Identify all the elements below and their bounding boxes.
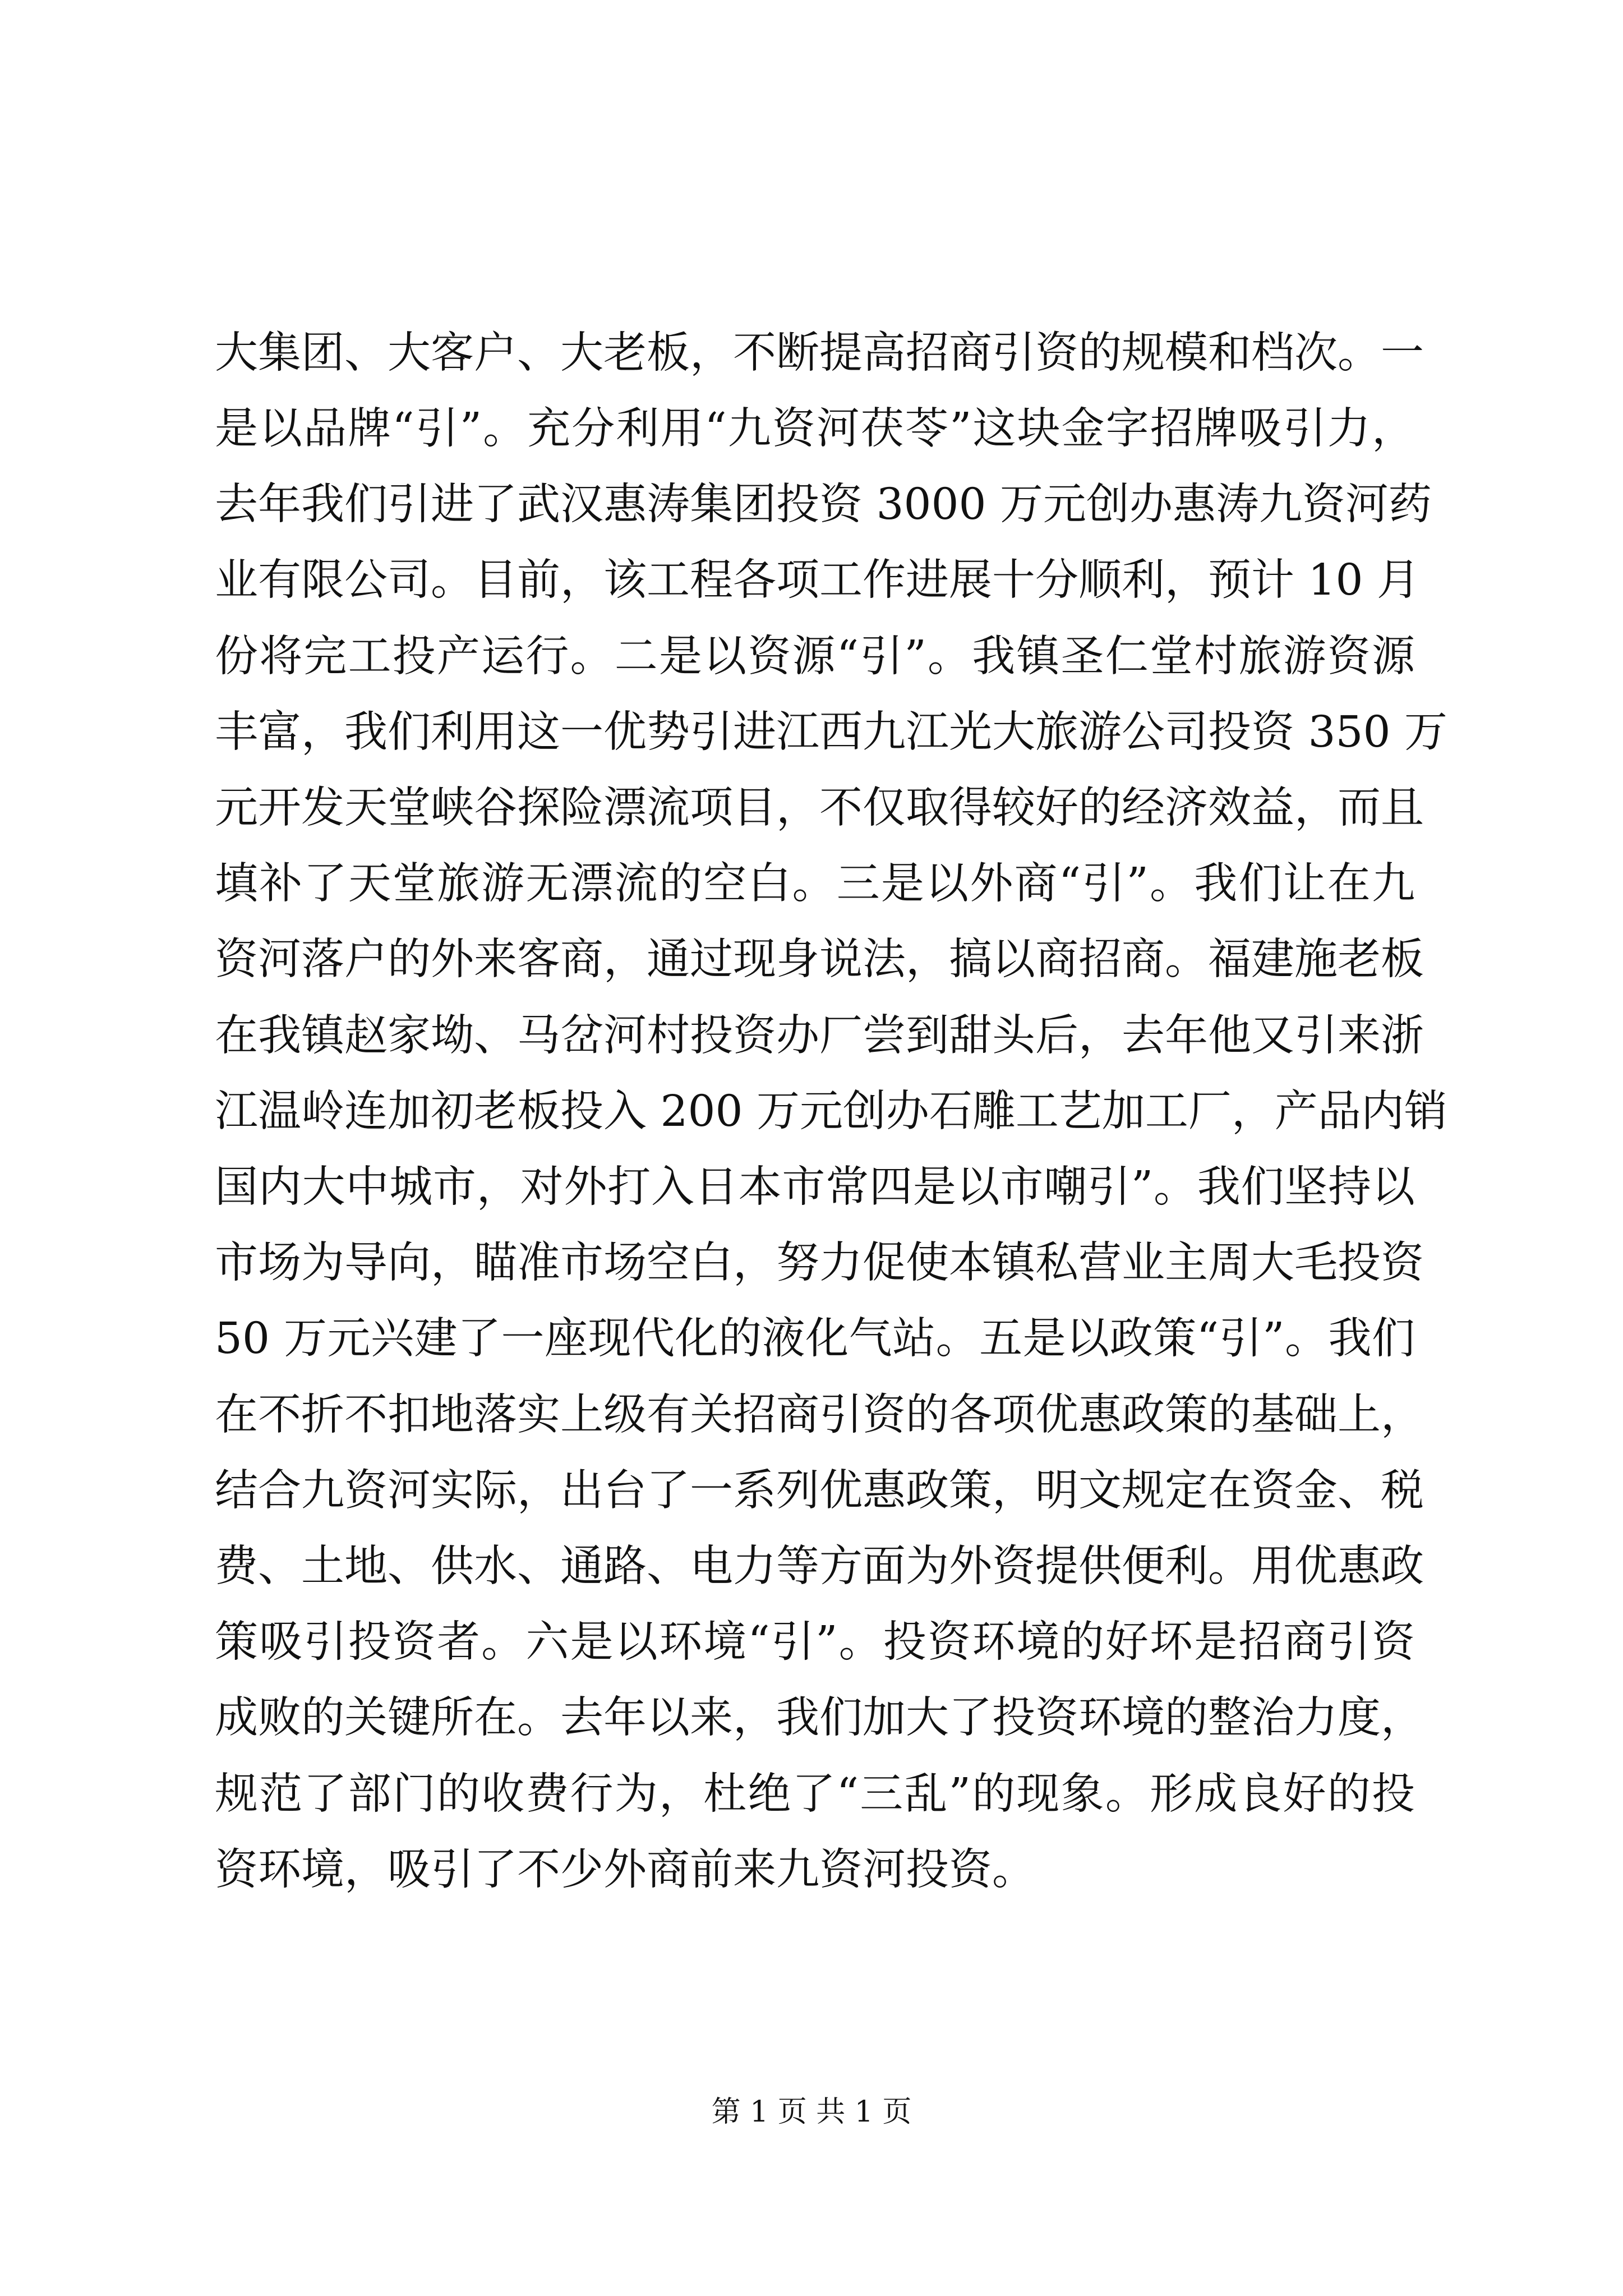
text-line: 资环境，吸引了不少外商前来九资河投资。 xyxy=(215,1845,1035,1895)
text-line: 是以品牌“引”。充分利用“九资河茯苓”这块金字招牌吸引力， xyxy=(215,404,1415,454)
text-line: 江温岭连加初老板投入 200 万元创办石雕工艺加工厂，产品内销 xyxy=(215,1087,1447,1137)
text-line: 50 万元兴建了一座现代化的液化气站。五是以政策“引”。我们 xyxy=(215,1314,1415,1364)
text-line: 在我镇赵家坳、马岔河村投资办厂尝到甜头后，去年他又引来浙 xyxy=(215,1011,1424,1061)
text-line: 成败的关键所在。去年以来，我们加大了投资环境的整治力度， xyxy=(215,1693,1424,1743)
text-line: 大集团、大客户、大老板，不断提高招商引资的规模和档次。一 xyxy=(215,328,1424,378)
page-number-footer: 第 1 页 共 1 页 xyxy=(711,2095,912,2129)
text-line: 策吸引投资者。六是以环境“引”。投资环境的好坏是招商引资 xyxy=(215,1617,1415,1667)
text-line: 结合九资河实际，出台了一系列优惠政策，明文规定在资金、税 xyxy=(215,1466,1424,1516)
text-line: 填补了天堂旅游无漂流的空白。三是以外商“引”。我们让在九 xyxy=(215,859,1415,909)
text-line: 份将完工投产运行。二是以资源“引”。我镇圣仁堂村旅游资源 xyxy=(215,632,1415,682)
text-line: 在不折不扣地落实上级有关招商引资的各项优惠政策的基础上， xyxy=(215,1390,1424,1440)
text-line: 国内大中城市，对外打入日本市常四是以市嘲引”。我们坚持以 xyxy=(215,1162,1415,1212)
text-line: 业有限公司。目前，该工程各项工作进展十分顺利，预计 10 月 xyxy=(215,555,1420,605)
text-line: 元开发天堂峡谷探险漂流项目，不仅取得较好的经济效益，而且 xyxy=(215,783,1424,833)
text-line: 资河落户的外来客商，通过现身说法，搞以商招商。福建施老板 xyxy=(215,935,1424,984)
text-line: 费、土地、供水、通路、电力等方面为外资提供便利。用优惠政 xyxy=(215,1542,1424,1591)
text-line: 市场为导向，瞄准市场空白，努力促使本镇私营业主周大毛投资 xyxy=(215,1238,1424,1288)
text-line: 去年我们引进了武汉惠涛集团投资 3000 万元创办惠涛九资河药 xyxy=(215,480,1432,530)
text-line: 丰富，我们利用这一优势引进江西九江光大旅游公司投资 350 万 xyxy=(215,707,1447,757)
text-line: 规范了部门的收费行为，杜绝了“三乱”的现象。形成良好的投 xyxy=(215,1769,1415,1819)
